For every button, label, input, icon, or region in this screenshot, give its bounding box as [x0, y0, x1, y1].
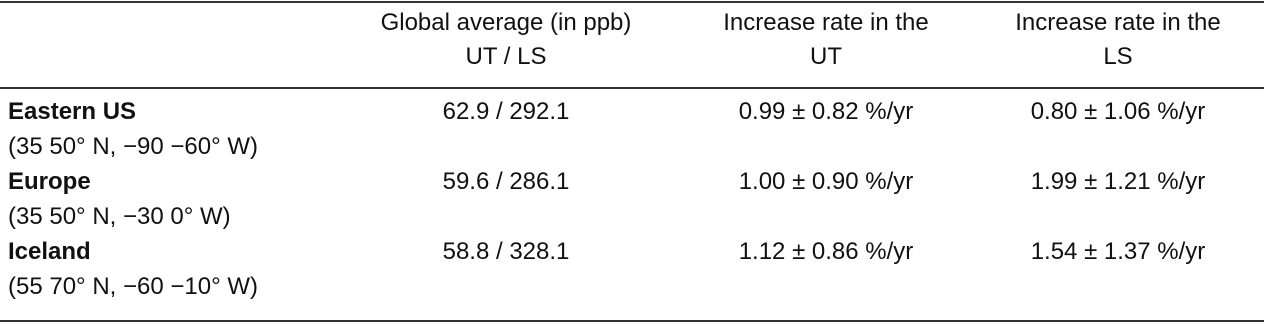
- region-coords: (55 70° N, −60 −10° W): [8, 273, 258, 300]
- region-name: Iceland: [8, 238, 91, 265]
- region-cell: [8, 94, 258, 164]
- header-global-average-line2: UT / LS: [465, 43, 547, 70]
- table-top-rule: [0, 1, 1264, 3]
- region-coords: (35 50° N, −30 0° W): [8, 203, 231, 230]
- region-name: Eastern US: [8, 98, 137, 125]
- region-cell: [8, 164, 231, 234]
- header-rate-ls-line2: LS: [1103, 43, 1133, 70]
- table-row: [0, 164, 1264, 234]
- header-rate-ls: [982, 6, 1254, 74]
- table-bottom-rule: [0, 320, 1264, 322]
- rate-ls-cell: 1.99 ± 1.21 %/yr: [1030, 168, 1206, 195]
- header-rate-ut-line2: UT: [810, 43, 842, 70]
- table-row: [0, 94, 1264, 164]
- rate-ut-cell: 1.12 ± 0.86 %/yr: [738, 238, 914, 265]
- region-coords: (35 50° N, −90 −60° W): [8, 133, 258, 160]
- header-global-average-line1: Global average (in ppb): [380, 9, 632, 36]
- table-header-rule: [0, 87, 1264, 89]
- rate-ut-cell: 0.99 ± 0.82 %/yr: [738, 98, 914, 125]
- header-global-average: [345, 6, 667, 74]
- rate-ut-cell: 1.00 ± 0.90 %/yr: [738, 168, 914, 195]
- header-rate-ls-line1: Increase rate in the: [1015, 9, 1221, 36]
- rate-ls-cell: 0.80 ± 1.06 %/yr: [1030, 98, 1206, 125]
- global-average-cell: 62.9 / 292.1: [442, 98, 570, 125]
- global-average-cell: 59.6 / 286.1: [442, 168, 570, 195]
- global-average-cell: 58.8 / 328.1: [442, 238, 570, 265]
- region-cell: [8, 234, 258, 304]
- header-rate-ut: [690, 6, 962, 74]
- rate-ls-cell: 1.54 ± 1.37 %/yr: [1030, 238, 1206, 265]
- header-rate-ut-line1: Increase rate in the: [723, 9, 929, 36]
- region-name: Europe: [8, 168, 91, 195]
- table-row: [0, 234, 1264, 304]
